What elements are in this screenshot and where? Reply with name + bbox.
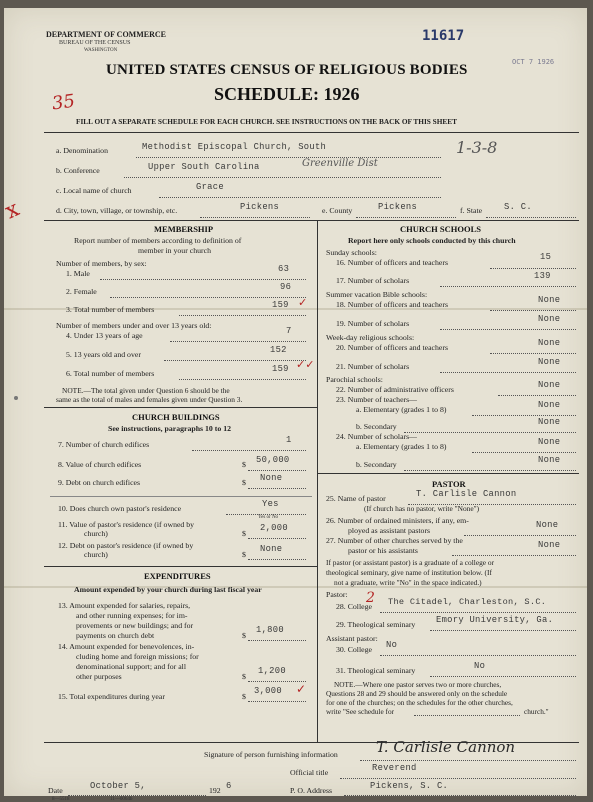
q23a-label: a. Elementary (grades 1 to 8) xyxy=(356,405,447,414)
q17-value[interactable]: 139 xyxy=(534,271,551,281)
q18-line xyxy=(490,310,576,311)
q2-line xyxy=(110,297,306,298)
q23b-line xyxy=(404,432,576,433)
q6-label: 6. Total number of members xyxy=(66,369,155,378)
q8-value[interactable]: 50,000 xyxy=(256,455,290,465)
signature-label: Signature of person furnishing information xyxy=(204,750,338,759)
q25-label: 25. Name of pastor xyxy=(326,494,386,503)
q25-hint: (If church has no pastor, write "None") xyxy=(364,504,480,513)
q8-line xyxy=(248,470,306,471)
red-check-q3: ✓ xyxy=(298,296,308,309)
q24a-line xyxy=(472,452,576,453)
q13-line xyxy=(248,640,306,641)
q1-value[interactable]: 63 xyxy=(278,264,290,274)
by-sex-label: Number of members, by sex: xyxy=(56,259,147,268)
q31-label: 31. Theological seminary xyxy=(336,666,416,675)
q14-label-4: other purposes xyxy=(76,672,122,681)
q28-label: 28. College xyxy=(336,602,372,611)
q12-line xyxy=(248,559,306,560)
handwritten-code: 1-3-8 xyxy=(456,138,498,157)
graduate-note-1: If pastor (or assistant pastor) is a graduate of a college or xyxy=(326,558,495,567)
q6-line xyxy=(179,379,306,380)
received-stamp: OCT 7 1926 xyxy=(512,58,555,66)
print-code-2: 11—0064b xyxy=(110,797,133,802)
schools-intro: Report here only schools conducted by this church xyxy=(348,236,516,245)
q16-line xyxy=(490,268,576,269)
q4-value[interactable]: 7 xyxy=(286,326,292,336)
date-value[interactable]: October 5, xyxy=(90,781,146,791)
q11-label-1: 11. Value of pastor's residence (if owned by xyxy=(58,520,195,529)
denomination-value[interactable]: Methodist Episcopal Church, South xyxy=(142,142,327,152)
membership-bottom-rule xyxy=(44,407,317,408)
q24b-label: b. Secondary xyxy=(356,460,397,469)
q21-label: 21. Number of scholars xyxy=(336,362,410,371)
q30-value[interactable]: No xyxy=(386,640,398,650)
q19-value[interactable]: None xyxy=(538,314,561,324)
census-schedule-page xyxy=(1,8,587,802)
q14-label-3: denominational support; and for all xyxy=(76,662,186,671)
q5-line xyxy=(164,360,306,361)
local-name-line xyxy=(159,197,441,198)
buildings-divider xyxy=(50,496,312,497)
document-number: 11617 xyxy=(422,28,465,44)
q7-value[interactable]: 1 xyxy=(286,435,292,445)
membership-intro-1: Report number of members according to definition of xyxy=(74,236,242,245)
pastor-note-1: NOTE.—Where one pastor serves two or more churches, xyxy=(334,680,502,689)
q25-value[interactable]: T. Carlisle Cannon xyxy=(416,489,517,499)
q14-label-2: cluding home and foreign missions; for xyxy=(76,652,199,661)
schools-heading: CHURCH SCHOOLS xyxy=(400,224,481,234)
bureau-name: BUREAU OF THE CENSUS xyxy=(59,40,131,46)
q17-line xyxy=(440,286,576,287)
q29-value[interactable]: Emory University, Ga. xyxy=(436,615,554,625)
q9-value[interactable]: None xyxy=(260,473,283,483)
form-title: UNITED STATES CENSUS OF RELIGIOUS BODIES xyxy=(106,62,468,78)
header-rule xyxy=(44,132,579,133)
q23b-value[interactable]: None xyxy=(538,417,561,427)
expenditures-heading: EXPENDITURES xyxy=(144,571,211,581)
graduate-note-2: theological seminary, give name of institution below. (If xyxy=(326,568,492,577)
q20-line xyxy=(490,353,576,354)
q3-label: 3. Total number of members xyxy=(66,305,155,314)
assistant-pastor-subheading: Assistant pastor: xyxy=(326,634,378,643)
q17-label: 17. Number of scholars xyxy=(336,276,410,285)
q13-value[interactable]: 1,800 xyxy=(256,625,284,635)
signature-line xyxy=(360,760,576,761)
q9-label: 9. Debt on church edifices xyxy=(58,478,141,487)
q16-value[interactable]: 15 xyxy=(540,252,552,262)
q21-value[interactable]: None xyxy=(538,357,561,367)
q15-value[interactable]: 3,000 xyxy=(254,686,282,696)
q23a-value[interactable]: None xyxy=(538,400,561,410)
red-pencil-2: 2 xyxy=(366,590,375,606)
q23b-label: b. Secondary xyxy=(356,422,397,431)
buildings-subheading: See instructions, paragraphs 10 to 12 xyxy=(108,424,232,433)
q3-value[interactable]: 159 xyxy=(272,300,289,310)
city-label: d. City, town, village, or township, etc. xyxy=(56,206,178,215)
po-address-label: P. O. Address xyxy=(290,786,333,795)
q26-line xyxy=(464,535,576,536)
expenditures-subheading: Amount expended by your church during last fiscal year xyxy=(74,585,262,594)
pastor-note-2: Questions 28 and 29 should be answered only on the schedule xyxy=(326,689,508,698)
section-top-rule xyxy=(44,220,579,221)
column-divider xyxy=(317,220,318,742)
q26-label-1: 26. Number of ordained ministers, if any, em- xyxy=(326,516,469,525)
state-label: f. State xyxy=(460,206,483,215)
q28-line xyxy=(380,612,576,613)
q24a-value[interactable]: None xyxy=(538,437,561,447)
q22-line xyxy=(498,395,576,396)
q12-value[interactable]: None xyxy=(260,544,283,554)
q19-label: 19. Number of scholars xyxy=(336,319,410,328)
q10-value[interactable]: Yes xyxy=(262,499,279,509)
membership-note-1: NOTE.—The total given under Question 6 should be the xyxy=(62,386,230,395)
q21-line xyxy=(440,372,576,373)
q7-line xyxy=(192,450,306,451)
q14-label-1: 14. Amount expended for benevolences, in- xyxy=(58,642,195,651)
q30-label: 30. College xyxy=(336,645,372,654)
state-value[interactable]: S. C. xyxy=(504,202,532,212)
q13-label-4: payments on church debt xyxy=(76,631,155,640)
weekday-schools-label: Week-day religious schools: xyxy=(326,333,415,342)
conference-line xyxy=(124,177,441,178)
dept-name: DEPARTMENT OF COMMERCE xyxy=(46,30,167,39)
county-value[interactable]: Pickens xyxy=(378,202,418,212)
q11-label-2: church) xyxy=(84,529,108,538)
q24-label: 24. Number of scholars— xyxy=(336,432,417,441)
q20-value[interactable]: None xyxy=(538,338,561,348)
q18-label: 18. Number of officers and teachers xyxy=(336,300,449,309)
city-name: WASHINGTON xyxy=(84,48,118,53)
q24a-label: a. Elementary (grades 1 to 8) xyxy=(356,442,447,451)
q29-line xyxy=(430,630,576,631)
q11-line xyxy=(248,538,306,539)
q4-label: 4. Under 13 years of age xyxy=(66,331,143,340)
q15-label: 15. Total expenditures during year xyxy=(58,692,165,701)
q19-line xyxy=(440,329,576,330)
q28-value[interactable]: The Citadel, Charleston, S.C. xyxy=(388,597,547,607)
print-code-1: 8—5518 xyxy=(52,797,70,802)
q5-value[interactable]: 152 xyxy=(270,345,287,355)
q27-line xyxy=(452,555,576,556)
date-label: Date xyxy=(48,786,63,795)
q23a-line xyxy=(472,415,576,416)
city-value[interactable]: Pickens xyxy=(240,202,280,212)
q12-label-1: 12. Debt on pastor's residence (if owned by xyxy=(58,541,194,550)
pastor-heading: PASTOR xyxy=(432,479,466,489)
q31-value[interactable]: No xyxy=(474,661,486,671)
q13-label-3: provements or new buildings; and for xyxy=(76,621,194,630)
pastor-subheading: Pastor: xyxy=(326,590,348,599)
conference-label: b. Conference xyxy=(56,166,100,175)
buildings-bottom-rule xyxy=(44,566,317,567)
q24b-line xyxy=(404,470,576,471)
q2-value[interactable]: 96 xyxy=(280,282,292,292)
q8-dollar: $ xyxy=(242,460,246,469)
q22-value[interactable]: None xyxy=(538,380,561,390)
pastor-note-5: church." xyxy=(524,707,549,716)
q10-label: 10. Does church own pastor's residence xyxy=(58,504,182,513)
red-check-q6: ✓✓ xyxy=(296,358,315,371)
pastor-note-4: write "See schedule for xyxy=(326,707,395,716)
official-title-line xyxy=(340,778,576,779)
q4-line xyxy=(170,341,306,342)
q30-line xyxy=(380,655,576,656)
membership-note-2: same as the total of males and females given under Question 3. xyxy=(56,395,243,404)
q6-value[interactable]: 159 xyxy=(272,364,289,374)
po-address-value[interactable]: Pickens, S. C. xyxy=(370,781,449,791)
q18-value[interactable]: None xyxy=(538,295,561,305)
vacation-schools-label: Summer vacation Bible schools: xyxy=(326,290,428,299)
po-address-line xyxy=(344,795,576,796)
q27-label-1: 27. Number of other churches served by the xyxy=(326,536,463,545)
q27-label-2: pastor or his assistants xyxy=(348,546,418,555)
q1-label: 1. Male xyxy=(66,269,90,278)
q5-label: 5. 13 years old and over xyxy=(66,350,141,359)
q23-label: 23. Number of teachers— xyxy=(336,395,417,404)
q11-value[interactable]: 2,000 xyxy=(260,523,288,533)
q2-label: 2. Female xyxy=(66,287,97,296)
q22-label: 22. Number of administrative officers xyxy=(336,385,454,394)
q26-value[interactable]: None xyxy=(536,520,559,530)
q24b-value[interactable]: None xyxy=(538,455,561,465)
q29-label: 29. Theological seminary xyxy=(336,620,416,629)
official-title-value[interactable]: Reverend xyxy=(372,763,417,773)
conference-handwritten-note: Greenville Dist xyxy=(302,158,378,169)
q15-line xyxy=(248,701,306,702)
q11-dollar: $ xyxy=(242,529,246,538)
q27-value[interactable]: None xyxy=(538,540,561,550)
q9-line xyxy=(248,488,306,489)
q1-line xyxy=(100,279,306,280)
sunday-schools-label: Sunday schools: xyxy=(326,248,377,257)
q31-line xyxy=(430,676,576,677)
q15-dollar: $ xyxy=(242,692,246,701)
separate-schedule-instruction: FILL OUT A SEPARATE SCHEDULE FOR EACH CHURCH. SEE INSTRUCTIONS ON THE BACK OF THIS SHEET xyxy=(76,117,458,126)
q13-label-1: 13. Amount expended for salaries, repairs, xyxy=(58,601,191,610)
q26-label-2: ployed as assistant pastors xyxy=(348,526,431,535)
pastor-note-line xyxy=(414,715,520,716)
membership-heading: MEMBERSHIP xyxy=(154,224,214,234)
q13-label-2: and other running expenses; for im- xyxy=(76,611,188,620)
q8-label: 8. Value of church edifices xyxy=(58,460,142,469)
q14-dollar: $ xyxy=(242,672,246,681)
city-line xyxy=(200,217,310,218)
q3-line xyxy=(179,315,306,316)
signature-value[interactable]: T. Carlisle Cannon xyxy=(376,738,516,756)
membership-intro-2: member in your church xyxy=(138,246,211,255)
q12-dollar: $ xyxy=(242,550,246,559)
q7-label: 7. Number of church edifices xyxy=(58,440,150,449)
q10-hint: Yes or No xyxy=(258,515,279,520)
year-digit[interactable]: 6 xyxy=(226,781,232,791)
official-title-label: Official title xyxy=(290,768,329,777)
red-pencil-35: 35 xyxy=(50,90,77,115)
local-name-value[interactable]: Grace xyxy=(196,182,224,192)
q16-label: 16. Number of officers and teachers xyxy=(336,258,449,267)
q9-dollar: $ xyxy=(242,478,246,487)
local-name-label: c. Local name of church xyxy=(56,186,132,195)
q12-label-2: church) xyxy=(84,550,108,559)
conference-value[interactable]: Upper South Carolina xyxy=(148,162,260,172)
state-line xyxy=(486,217,576,218)
pastor-note-3: for one of the churches; on the schedules for the other churches, xyxy=(326,698,513,707)
denomination-line xyxy=(136,157,441,158)
county-line xyxy=(356,217,456,218)
year-prefix: 192 xyxy=(209,786,221,795)
q14-value[interactable]: 1,200 xyxy=(258,666,286,676)
date-line xyxy=(68,795,206,796)
form-subtitle: SCHEDULE: 1926 xyxy=(214,84,360,104)
q20-label: 20. Number of officers and teachers xyxy=(336,343,449,352)
buildings-heading: CHURCH BUILDINGS xyxy=(132,412,220,422)
parochial-schools-label: Parochial schools: xyxy=(326,375,383,384)
schools-bottom-rule xyxy=(317,473,579,474)
q13-dollar: $ xyxy=(242,631,246,640)
binding-hole xyxy=(14,396,18,400)
county-label: e. County xyxy=(322,206,353,215)
graduate-note-3: not a graduate, write "No" in the space indicated.) xyxy=(334,578,482,587)
red-pencil-x: x xyxy=(1,196,24,225)
by-age-label: Number of members under and over 13 years old: xyxy=(56,321,212,330)
denomination-label: a. Denomination xyxy=(56,146,108,155)
red-check-q15: ✓ xyxy=(296,682,307,696)
